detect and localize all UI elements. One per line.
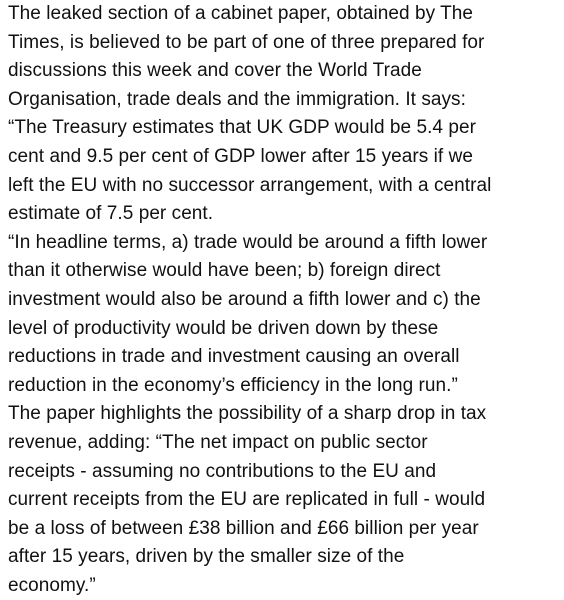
text-line: Organisation, trade deals and the immigration. It says: xyxy=(8,88,466,110)
article-text xyxy=(8,0,558,600)
text-line: left the EU with no successor arrangement, with a central xyxy=(8,174,492,196)
text-line: level of productivity would be driven down by these xyxy=(8,317,439,339)
text-line: estimate of 7.5 per cent. xyxy=(8,203,214,225)
text-line: than it otherwise would have been; b) foreign direct xyxy=(8,260,441,282)
text-line: “In headline terms, a) trade would be around a fifth lower xyxy=(8,231,488,253)
text-line: revenue, adding: “The net impact on public sector xyxy=(8,431,428,453)
text-line: receipts - assuming no contributions to the EU and xyxy=(8,460,437,482)
text-line: reductions in trade and investment causing an overall xyxy=(8,346,460,368)
text-line: The paper highlights the possibility of a sharp drop in tax xyxy=(8,403,487,425)
text-line: investment would also be around a fifth lower and c) the xyxy=(8,288,481,310)
text-line: current receipts from the EU are replicated in full - would xyxy=(8,489,486,511)
text-line: The leaked section of a cabinet paper, obtained by The xyxy=(8,3,474,24)
text-line: economy.” xyxy=(8,574,96,596)
text-line: cent and 9.5 per cent of GDP lower after 15 years if we xyxy=(8,145,473,167)
text-line: be a loss of between £38 billion and £66 billion per year xyxy=(8,517,479,539)
text-line: discussions this week and cover the World Trade xyxy=(8,60,422,82)
text-line: after 15 years, driven by the smaller size of the xyxy=(8,546,405,568)
text-line: Times, is believed to be part of one of three prepared for xyxy=(8,31,485,53)
text-line: reduction in the economy’s efficiency in the long run.” xyxy=(8,374,458,396)
text-line: “The Treasury estimates that UK GDP would be 5.4 per xyxy=(8,117,476,139)
